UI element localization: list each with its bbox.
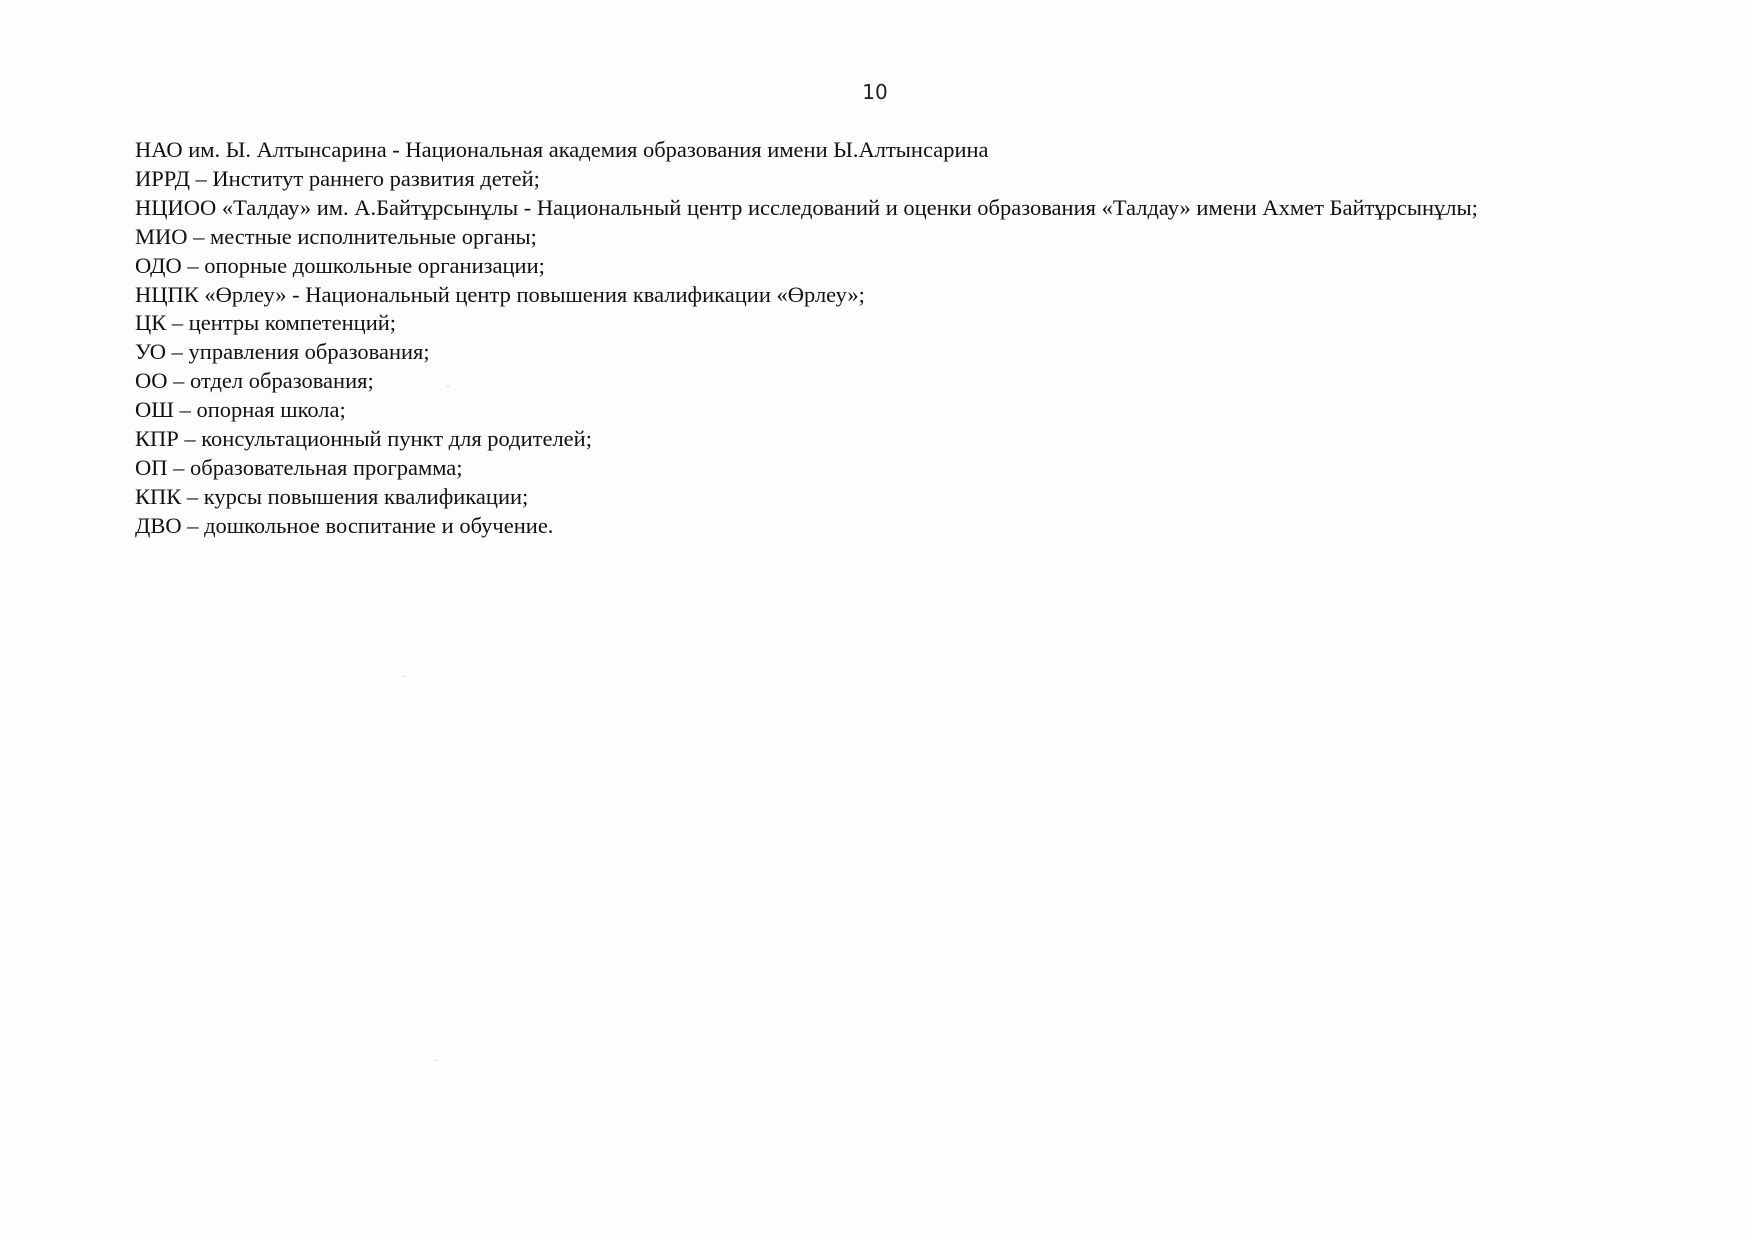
abbreviation-item: УО – управления образования;: [135, 339, 430, 365]
scan-speck: [403, 676, 405, 677]
abbreviation-item: ОШ – опорная школа;: [135, 397, 346, 423]
abbreviation-item: ОДО – опорные дошкольные организации;: [135, 252, 545, 278]
abbreviation-list: [135, 136, 1478, 541]
scan-speck: [435, 1060, 437, 1061]
abbreviation-item: ДВО – дошкольное воспитание и обучение.: [135, 512, 554, 538]
abbreviation-item: НАО им. Ы. Алтынсарина - Национальная академия образования имени Ы.Алтынсарина: [135, 137, 989, 162]
abbreviation-item: НЦПК «Өрлеу» - Национальный центр повышения квалификации «Өрлеу»;: [135, 281, 865, 307]
abbreviation-item: КПК – курсы повышения квалификации;: [135, 483, 529, 509]
scan-speck: [447, 386, 449, 387]
abbreviation-item: КПР – консультационный пункт для родителей;: [135, 426, 592, 452]
abbreviation-item: ИРРД – Институт раннего развития детей;: [135, 165, 540, 191]
abbreviation-item: МИО – местные исполнительные органы;: [135, 223, 537, 249]
abbreviation-item: ЦК – центры компетенций;: [135, 310, 397, 336]
abbreviation-item: ОО – отдел образования;: [135, 368, 374, 394]
abbreviation-item: ОП – образовательная программа;: [135, 454, 463, 480]
page-number: 10: [862, 80, 888, 104]
abbreviation-item: НЦИОО «Талдау» им. А.Байтұрсынұлы - Национальный центр исследований и оценки образования «Талдау» имени Ахмет Байтұрсынұлы;: [135, 194, 1478, 220]
